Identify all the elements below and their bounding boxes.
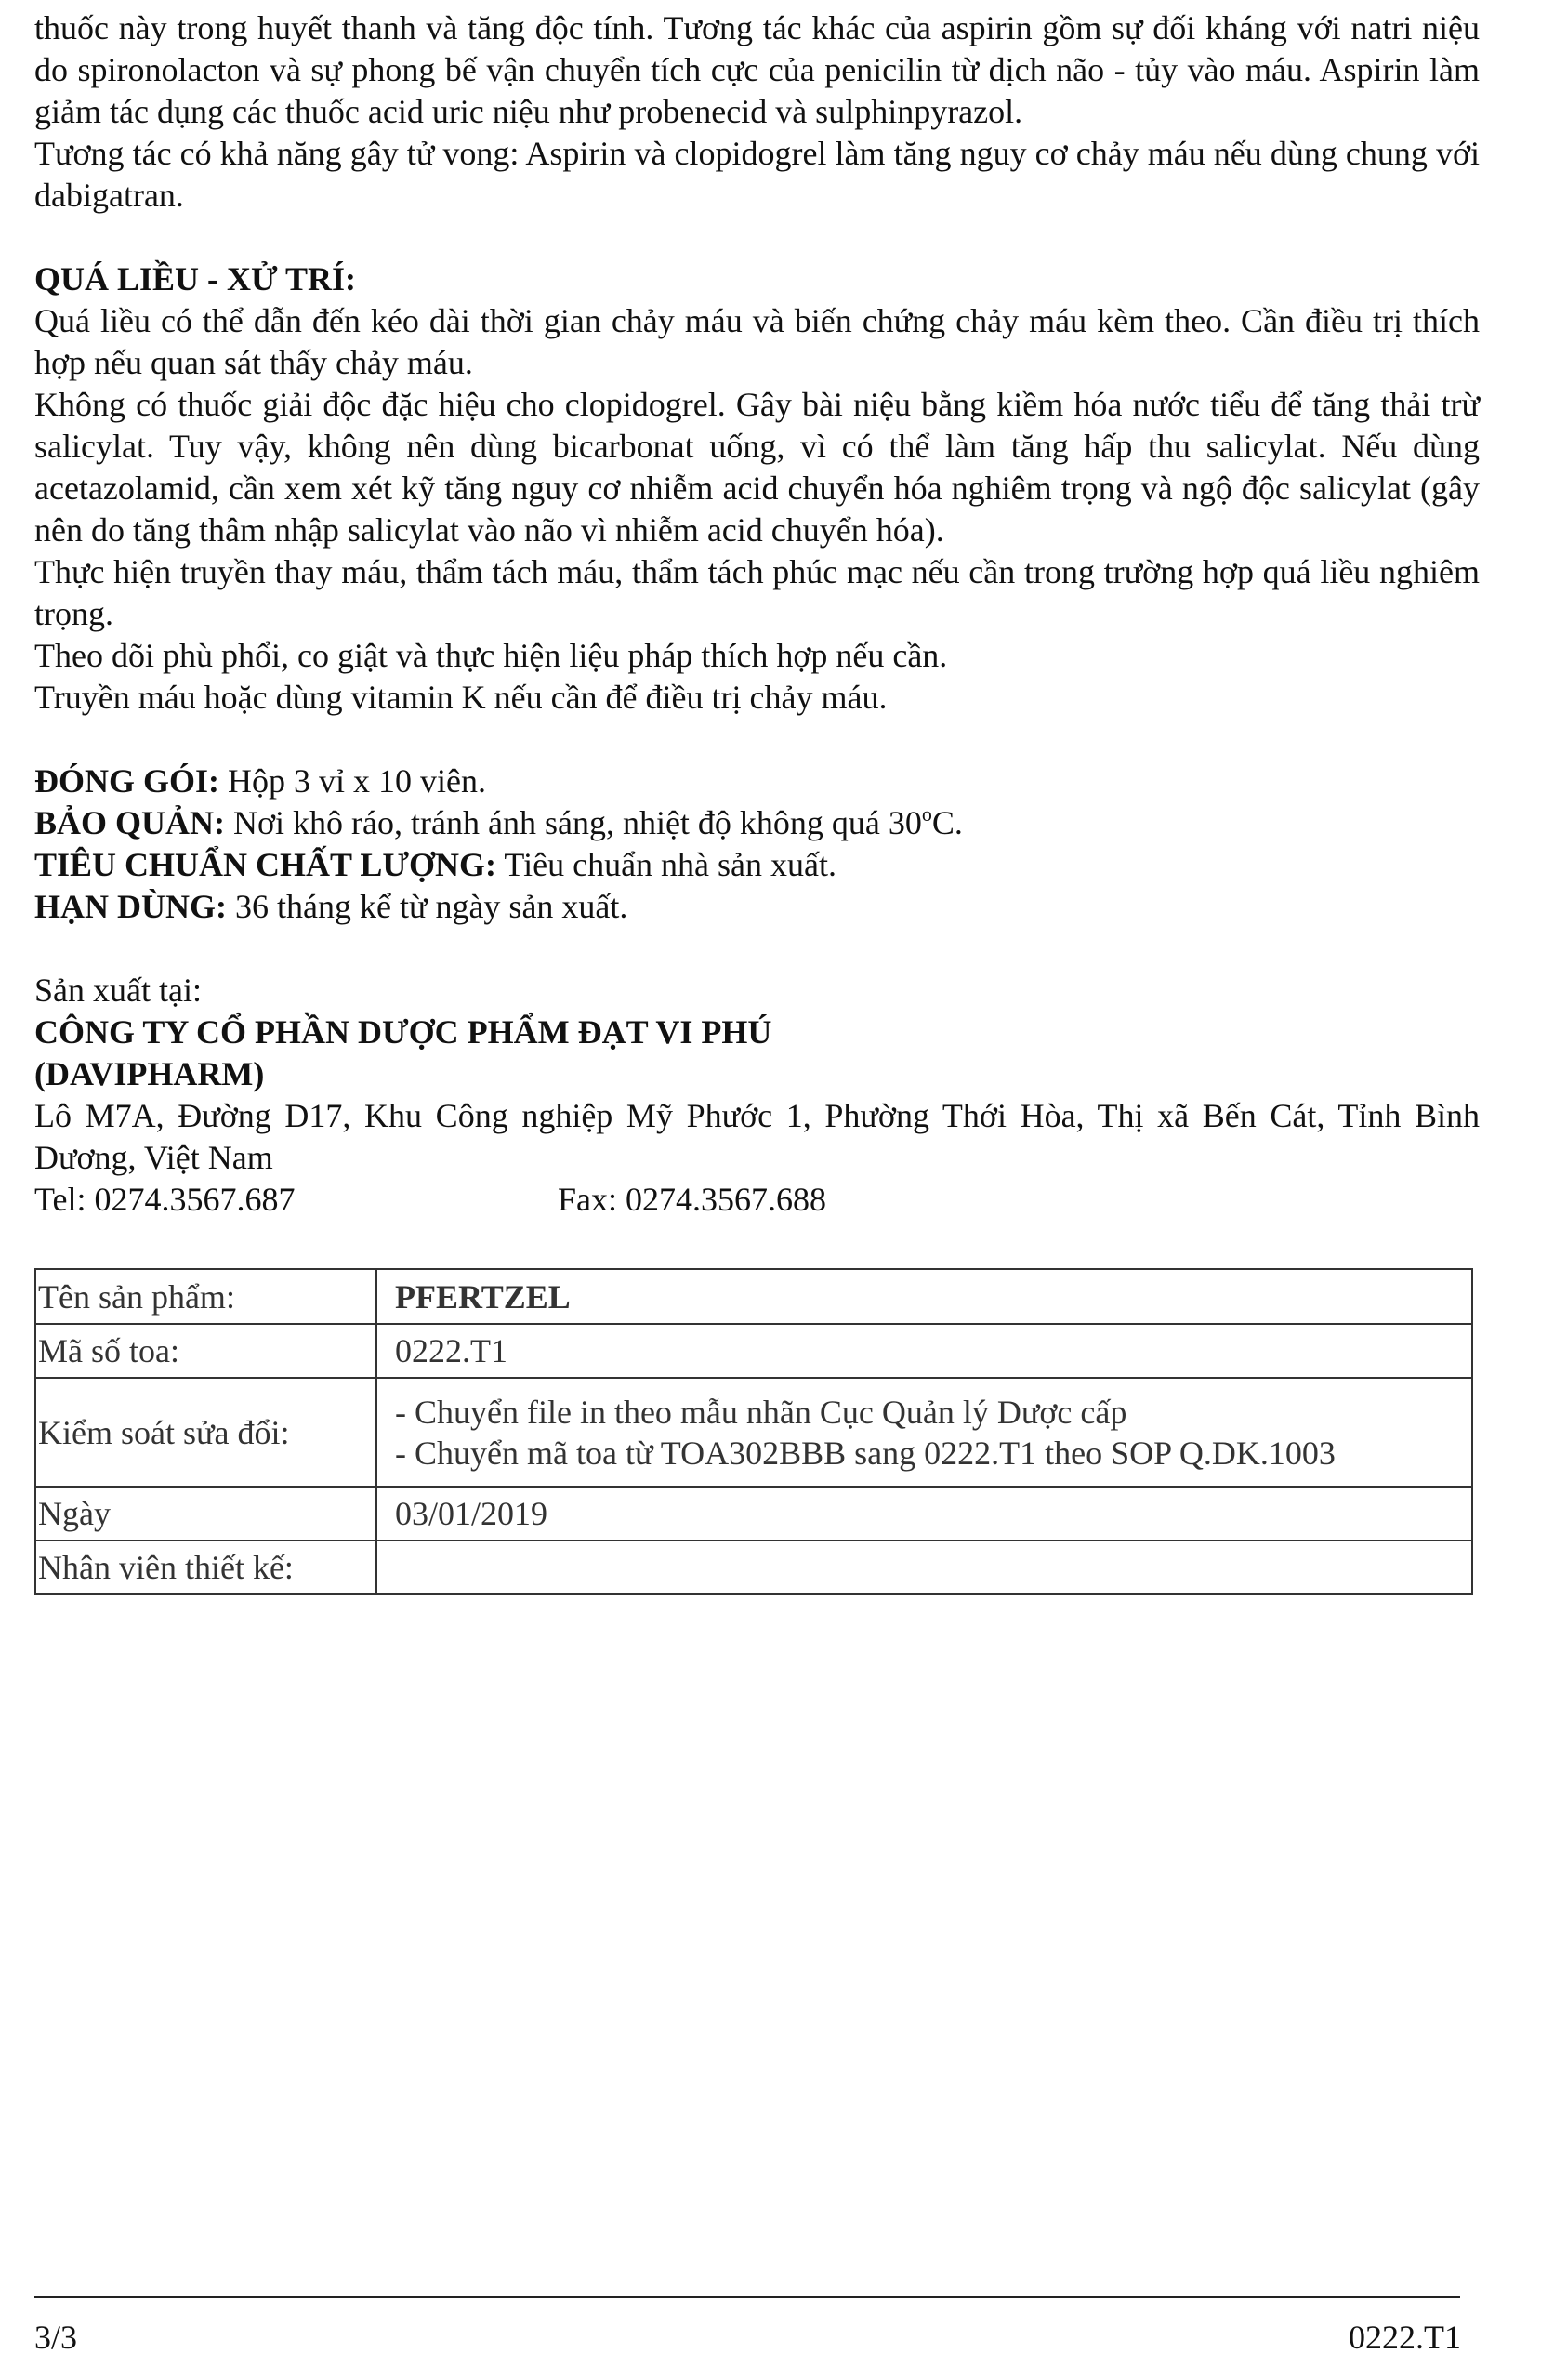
revision-control-value	[376, 1378, 1472, 1487]
date-value: 03/01/2019	[376, 1487, 1472, 1540]
revision-control-label: Kiểm soát sửa đổi:	[35, 1378, 376, 1487]
overdose-paragraph-4: Theo dõi phù phổi, co giật và thực hiện liệu pháp thích hợp nếu cần.	[34, 637, 948, 674]
fatal-interaction-paragraph: Tương tác có khả năng gây tử vong: Aspirin và clopidogrel làm tăng nguy cơ chảy máu nếu dùng chung với dabigatran.	[34, 135, 1480, 214]
quality-label: TIÊU CHUẨN CHẤT LƯỢNG:	[34, 846, 497, 883]
designer-value	[376, 1540, 1472, 1594]
document-body	[34, 7, 1480, 1221]
footer-divider	[34, 2296, 1460, 2298]
company-name: CÔNG TY CỔ PHẦN DƯỢC PHẨM ĐẠT VI PHÚ	[34, 1013, 772, 1051]
designer-label: Nhân viên thiết kế:	[35, 1540, 376, 1594]
table-row	[35, 1540, 1472, 1594]
overdose-paragraph-1: Quá liều có thể dẫn đến kéo dài thời gian chảy máu và biến chứng chảy máu kèm theo. Cần điều trị thích hợp nếu quan sát thấy chảy máu.	[34, 302, 1480, 381]
contact-line	[34, 1179, 1480, 1221]
leaflet-code-value: 0222.T1	[376, 1324, 1472, 1378]
quality-line	[34, 844, 1480, 886]
expiry-line	[34, 886, 1480, 928]
overdose-title: QUÁ LIỀU - XỬ TRÍ:	[34, 260, 357, 298]
overdose-paragraph-3: Thực hiện truyền thay máu, thẩm tách máu, thẩm tách phúc mạc nếu cần trong trường hợp quá liều nghiêm trọng.	[34, 553, 1480, 632]
table-row	[35, 1324, 1472, 1378]
fax: Fax: 0274.3567.688	[558, 1181, 827, 1218]
expiry-label: HẠN DÙNG:	[34, 888, 227, 925]
spacer	[34, 719, 1480, 760]
storage-line	[34, 802, 1480, 844]
storage-label: BẢO QUẢN:	[34, 804, 225, 841]
degree-sign: o	[921, 802, 932, 826]
storage-unit: C.	[931, 804, 963, 841]
storage-value: Nơi khô ráo, tránh ánh sáng, nhiệt độ không quá 30	[225, 804, 922, 841]
overdose-paragraph-2: Không có thuốc giải độc đặc hiệu cho clopidogrel. Gây bài niệu bằng kiềm hóa nước tiểu để tăng thải trừ salicylat. Tuy vậy, không nên dùng bicarbonat uống, vì có thể làm tăng hấp thu salicylat. Nếu dùng acetazolamid, cần xem xét kỹ tăng nguy cơ nhiễm acid chuyển hóa nghiêm trọng và ngộ độc salicylat (gây nên do tăng thâm nhập salicylat vào não vì nhiễm acid chuyển hóa).	[34, 386, 1480, 549]
interactions-paragraph: thuốc này trong huyết thanh và tăng độc tính. Tương tác khác của aspirin gồm sự đối kháng với natri niệu do spironolacton và sự phong bế vận chuyển tích cực của penicilin từ dịch não - tủy vào máu. Aspirin làm giảm tác dụng các thuốc acid uric niệu như probenecid và sulphinpyrazol.	[34, 9, 1480, 130]
company-address: Lô M7A, Đường D17, Khu Công nghiệp Mỹ Phước 1, Phường Thới Hòa, Thị xã Bến Cát, Tỉnh Bình Dương, Việt Nam	[34, 1097, 1480, 1176]
product-name-label: Tên sản phẩm:	[35, 1269, 376, 1324]
revision-line-1: - Chuyển file in theo mẫu nhãn Cục Quản lý Dược cấp	[395, 1393, 1127, 1431]
packaging-label: ĐÓNG GÓI:	[34, 762, 220, 800]
quality-value: Tiêu chuẩn nhà sản xuất.	[496, 846, 837, 883]
table-row	[35, 1487, 1472, 1540]
company-short-name: (DAVIPHARM)	[34, 1055, 265, 1092]
telephone: Tel: 0274.3567.687	[34, 1181, 296, 1218]
product-name-value: PFERTZEL	[376, 1269, 1472, 1324]
date-label: Ngày	[35, 1487, 376, 1540]
overdose-paragraph-5: Truyền máu hoặc dùng vitamin K nếu cần để điều trị chảy máu.	[34, 679, 888, 716]
packaging-line	[34, 760, 1480, 802]
revision-line-2: - Chuyển mã toa từ TOA302BBB sang 0222.T1 theo SOP Q.DK.1003	[395, 1434, 1336, 1472]
leaflet-code-label: Mã số toa:	[35, 1324, 376, 1378]
expiry-value: 36 tháng kể từ ngày sản xuất.	[226, 888, 628, 925]
table-row	[35, 1378, 1472, 1487]
footer-document-code: 0222.T1	[1349, 2319, 1461, 2356]
spacer	[34, 928, 1480, 970]
page-number: 3/3	[34, 2319, 78, 2356]
packaging-value: Hộp 3 vỉ x 10 viên.	[219, 762, 486, 800]
table-row	[35, 1269, 1472, 1324]
spacer	[34, 217, 1480, 258]
made-at-label: Sản xuất tại:	[34, 972, 202, 1009]
document-control-table	[34, 1268, 1473, 1595]
